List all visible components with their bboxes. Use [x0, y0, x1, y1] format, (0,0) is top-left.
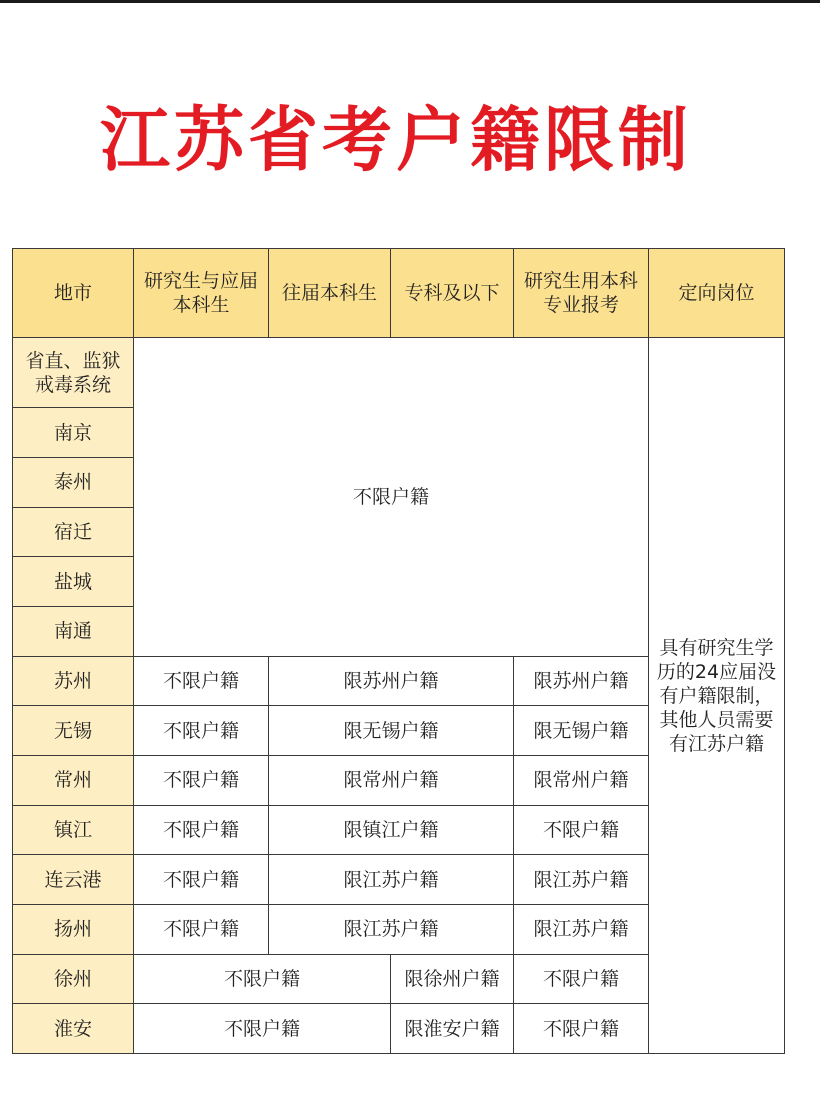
city-cell: 泰州: [13, 457, 134, 507]
table-header-row: [13, 249, 785, 338]
city-cell: 连云港: [13, 855, 134, 905]
header-graduate-and-fresh-undergrad: 研究生与应届 本科生: [134, 249, 269, 338]
policy-cell: 限徐州户籍: [391, 954, 514, 1004]
policy-cell: 不限户籍: [134, 656, 269, 706]
policy-cell: 不限户籍: [514, 954, 649, 1004]
policy-cell: 限常州户籍: [269, 755, 514, 805]
policy-cell: 限苏州户籍: [514, 656, 649, 706]
city-cell: 徐州: [13, 954, 134, 1004]
header-graduate-with-undergrad-major: 研究生用本科 专业报考: [514, 249, 649, 338]
city-cell: 宿迁: [13, 507, 134, 557]
policy-cell: 不限户籍: [134, 904, 269, 954]
city-cell: 苏州: [13, 656, 134, 706]
city-cell: 省直、监狱 戒毒系统: [13, 338, 134, 408]
policy-cell: 限江苏户籍: [514, 904, 649, 954]
city-cell: 常州: [13, 755, 134, 805]
policy-cell: 限江苏户籍: [269, 855, 514, 905]
header-past-undergrad: 往届本科生: [269, 249, 391, 338]
city-cell: 南通: [13, 606, 134, 656]
policy-cell: 限江苏户籍: [514, 855, 649, 905]
city-cell: 扬州: [13, 904, 134, 954]
policy-cell: 不限户籍: [134, 954, 391, 1004]
policy-cell: 限淮安户籍: [391, 1004, 514, 1054]
policy-cell: 限常州户籍: [514, 755, 649, 805]
policy-cell: 不限户籍: [514, 1004, 649, 1054]
policy-cell: 不限户籍: [134, 1004, 391, 1054]
header-city: 地市: [13, 249, 134, 338]
policy-cell: 限镇江户籍: [269, 805, 514, 855]
city-cell: 盐城: [13, 557, 134, 607]
page-title: 江苏省考户籍限制: [100, 99, 692, 181]
city-cell: 无锡: [13, 706, 134, 756]
policy-cell: 限苏州户籍: [269, 656, 514, 706]
unrestricted-block-cell: 不限户籍: [134, 338, 649, 657]
policy-cell: 不限户籍: [514, 805, 649, 855]
city-cell: 南京: [13, 408, 134, 458]
city-cell: 镇江: [13, 805, 134, 855]
header-targeted-post: 定向岗位: [649, 249, 785, 338]
policy-cell: 限无锡户籍: [514, 706, 649, 756]
city-cell: 淮安: [13, 1004, 134, 1054]
policy-cell: 不限户籍: [134, 805, 269, 855]
header-college-and-below: 专科及以下: [391, 249, 514, 338]
policy-cell: 不限户籍: [134, 855, 269, 905]
household-registration-table: [12, 248, 785, 1054]
policy-cell: 限无锡户籍: [269, 706, 514, 756]
top-border-line: [0, 0, 820, 3]
policy-cell: 限江苏户籍: [269, 904, 514, 954]
table-row: [13, 338, 785, 408]
policy-cell: 不限户籍: [134, 755, 269, 805]
targeted-post-note: 具有研究生学 历的24应届没 有户籍限制， 其他人员需要 有江苏户籍: [649, 338, 785, 1054]
policy-cell: 不限户籍: [134, 706, 269, 756]
